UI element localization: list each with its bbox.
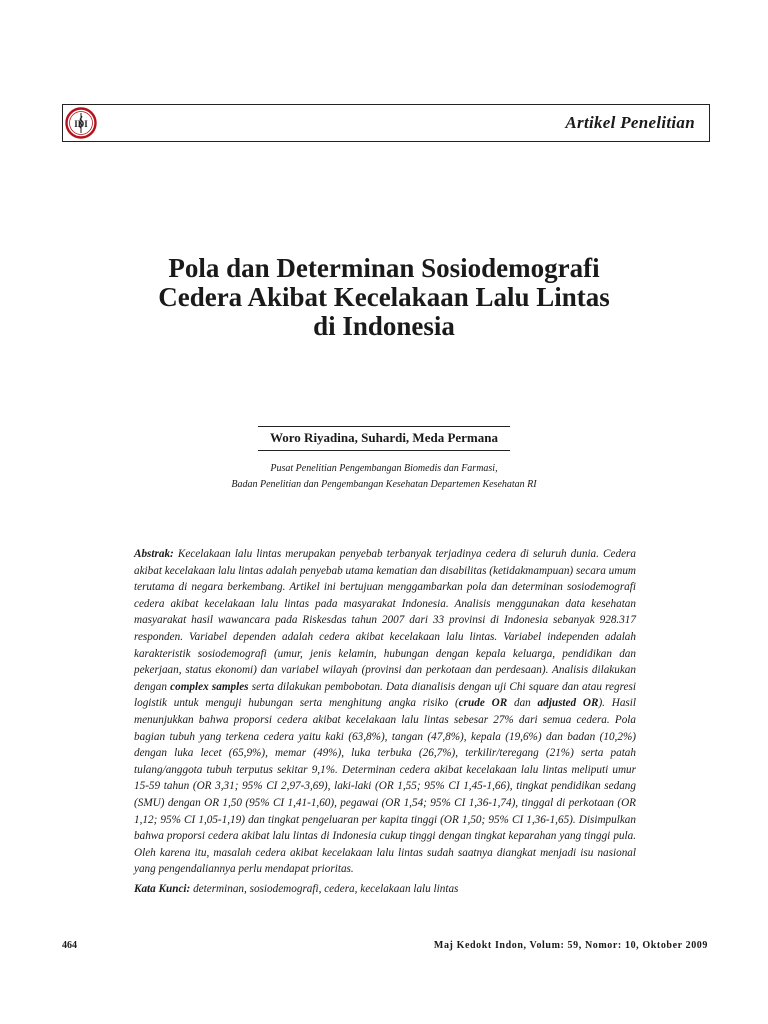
- article-title: [84, 254, 684, 341]
- abstract: [134, 546, 636, 878]
- article-header-box: [62, 104, 710, 142]
- author-bottom-rule: [258, 450, 510, 451]
- author-affiliation: [134, 461, 634, 493]
- abstract-text: serta dilakukan pembobotan. Data dianalisis dengan uji Chi square dan atau regresi logistik untuk menguji hubungan serta menghitung angka risiko (: [134, 680, 636, 710]
- keywords-label: Kata Kunci:: [134, 883, 191, 895]
- abstract-emphasis: crude OR: [458, 697, 508, 710]
- title-line: Pola dan Determinan Sosiodemografi: [168, 253, 600, 283]
- abstract-emphasis: complex samples: [170, 680, 249, 693]
- journal-seal-icon: [65, 107, 97, 139]
- affiliation-line: Badan Penelitian dan Pengembangan Kesehatan Departemen Kesehatan RI: [231, 479, 537, 490]
- abstract-label: Abstrak:: [134, 548, 174, 560]
- author-list: Woro Riyadina, Suhardi, Meda Permana: [269, 430, 498, 445]
- page-number: 464: [62, 940, 77, 951]
- abstract-text: Kecelakaan lalu lintas merupakan penyebab terbanyak terjadinya cedera di seluruh dunia. Cedera akibat kecelakaan lalu lintas adalah penyebab utama kematian dan disabilitas (ketidakmampuan) secara umum terutama di negara berkembang. Artikel ini bertujuan menggambarkan pola dan determinan sosiodemografi cedera akibat kecelakaan lalu lintas pada masyarakat Indonesia. Analisis menggunakan data kesehatan masyarakat hasil wawancara pada Riskesdas tahun 2007 dari 33 provinsi di Indonesia sebanyak 928.317 responden. Variabel dependen adalah cedera akibat kecelakaan lalu lintas. Variabel independen adalah karakteristik sosiodemografi (umur, jenis kelamin, hubungan dengan kepala keluarga, pendidikan dan pekerjaan, status ekonomi) dan variabel wilayah (provinsi dan perkotaan dan perdesaan). Analisis dilakukan dengan: [134, 548, 636, 693]
- title-line: Cedera Akibat Kecelakaan Lalu Lintas: [158, 282, 610, 312]
- title-line: di Indonesia: [313, 311, 455, 341]
- keywords-text: determinan, sosiodemografi, cedera, kecelakaan lalu lintas: [190, 883, 459, 895]
- section-label: Artikel Penelitian: [565, 113, 695, 132]
- abstract-emphasis: adjusted OR: [537, 697, 599, 710]
- author-top-rule: [258, 426, 510, 427]
- abstract-text: dan: [507, 697, 538, 710]
- abstract-text: ). Hasil menunjukkan bahwa proporsi cedera akibat kecelakaan lalu lintas sebesar 27% dari semua cedera. Pola bagian tubuh yang terkena cedera yaitu kaki (63,8%), tangan (47,8%), kepala (19,6%) dan badan (10,2%) dengan luka lecet (65,9%), memar (49%), luka terbuka (26,7%), terkilir/teregang (21%) serta patah tulang/anggota tubuh terputus sekitar 9,1%. Determinan cedera akibat kecelakaan lalu lintas meliputi umur 15-59 tahun (OR 3,31; 95% CI 2,97-3,69), laki-laki (OR 1,55; 95% CI 1,45-1,66), tingkat pendidikan sedang (SMU) dengan OR 1,50 (95% CI 1,41-1,60), pegawai (OR 1,54; 95% CI 1,36-1,74), tinggal di perkotaan (OR 1,12; 95% CI 1,05-1,19) dan tingkat pengeluaran per kapita tinggi (OR 1,50; 95% CI 1,36-1,65). Disimpulkan bahwa proporsi cedera akibat lalu lintas di Indonesia cukup tinggi dengan tingkat keparahan yang tinggi pula. Oleh karena itu, masalah cedera akibat kecelakaan lalu lintas sudah saatnya diangkat menjadi isu nasional yang pengendaliannya perlu mendapat prioritas.: [134, 697, 636, 876]
- journal-citation: Maj Kedokt Indon, Volum: 59, Nomor: 10, Oktober 2009: [433, 940, 708, 951]
- keywords: [134, 881, 636, 897]
- affiliation-line: Pusat Penelitian Pengembangan Biomedis dan Farmasi,: [270, 463, 498, 474]
- logo-text: IDI: [74, 119, 88, 129]
